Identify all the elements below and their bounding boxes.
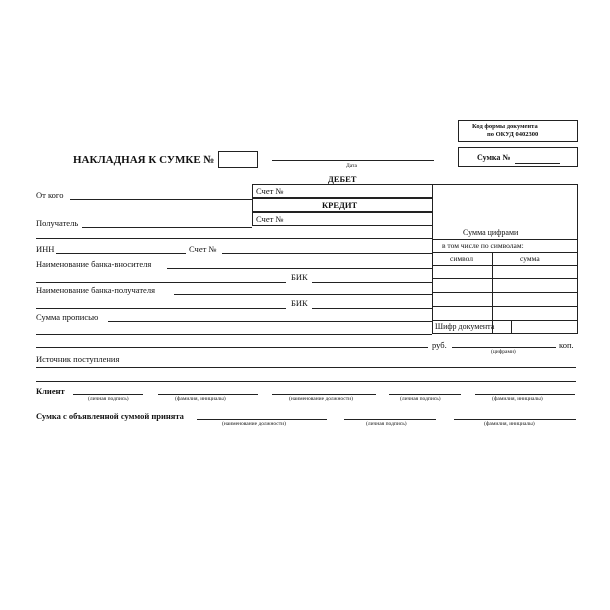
recipient-bank-label: Наименование банка-получателя — [36, 285, 155, 295]
accepted-line-1 — [197, 419, 327, 420]
from-line — [70, 199, 252, 200]
source-line-2 — [36, 381, 576, 382]
bag-number-box — [458, 147, 578, 167]
symbols-table-top — [432, 252, 578, 253]
recipient-account-label: Счет № — [256, 214, 284, 224]
waybill-number-box[interactable] — [218, 151, 258, 168]
recipient-bik-line — [312, 308, 432, 309]
from-label: От кого — [36, 190, 64, 200]
okud-line2: по ОКУД 0402300 — [487, 131, 539, 138]
accepted-caption-2: (личная подпись) — [366, 421, 407, 427]
okud-line1: Код формы документа — [472, 123, 538, 130]
client-sign-line-5 — [475, 394, 575, 395]
client-caption-2: (фамилия, инициалы) — [175, 396, 226, 402]
source-line — [36, 367, 576, 368]
cipher-label: Шифр документа — [435, 322, 495, 331]
including-symbols-label: в том числе по символам: — [442, 241, 524, 250]
bag-number-label: Сумка № — [477, 153, 511, 162]
sum-words-label: Сумма прописью — [36, 312, 99, 322]
payer-bank-line — [167, 268, 432, 269]
debit-header: ДЕБЕТ — [328, 174, 357, 184]
inn-account-line — [222, 253, 432, 254]
client-sign-line-3 — [272, 394, 376, 395]
accepted-label: Сумка с объявленной суммой принята — [36, 411, 184, 421]
symbols-row-1 — [432, 265, 578, 266]
recipient-bank-line-2 — [36, 308, 286, 309]
client-caption-1: (личная подпись) — [88, 396, 129, 402]
cipher-divider — [511, 320, 512, 334]
col-sum-header: сумма — [520, 254, 540, 263]
recipient-bik-label: БИК — [291, 298, 308, 308]
accepted-caption-1: (наименование должности) — [222, 421, 286, 427]
payer-bik-line — [312, 282, 432, 283]
sum-words-line-2 — [36, 334, 432, 335]
client-caption-3: (наименование должности) — [289, 396, 353, 402]
symbols-row-5 — [432, 320, 578, 321]
credit-header: КРЕДИТ — [322, 200, 358, 210]
digits-line — [452, 347, 556, 348]
payer-bank-label: Наименование банка-вносителя — [36, 259, 152, 269]
accepted-caption-3: (фамилия, инициалы) — [484, 421, 535, 427]
rub-label: руб. — [432, 340, 447, 350]
recipient-label: Получатель — [36, 218, 79, 228]
recipient-bank-line — [174, 294, 432, 295]
client-caption-5: (фамилия, инициалы) — [492, 396, 543, 402]
client-label: Клиент — [36, 386, 65, 396]
rub-line — [36, 347, 428, 348]
bag-number-line — [515, 163, 560, 164]
sum-digits-divider — [432, 239, 578, 240]
client-sign-line-1 — [73, 394, 143, 395]
sum-digits-label: Сумма цифрами — [463, 228, 519, 237]
inn-account-label: Счет № — [189, 244, 217, 254]
divider-above-inn — [36, 238, 432, 239]
symbols-row-2 — [432, 278, 578, 279]
inn-line — [56, 253, 186, 254]
sum-words-line — [108, 321, 432, 322]
accepted-line-2 — [344, 419, 436, 420]
client-sign-line-4 — [389, 394, 461, 395]
inn-label: ИНН — [36, 244, 55, 254]
kop-label: коп. — [559, 340, 574, 350]
col-symbol-header: символ — [450, 254, 473, 263]
source-label: Источник поступления — [36, 354, 120, 364]
from-account-label: Счет № — [256, 186, 284, 196]
symbols-row-3 — [432, 292, 578, 293]
recipient-line — [82, 227, 252, 228]
digits-caption: (цифрами) — [491, 349, 516, 355]
symbols-row-4 — [432, 306, 578, 307]
payer-bik-label: БИК — [291, 272, 308, 282]
accepted-line-3 — [454, 419, 576, 420]
page-title: НАКЛАДНАЯ К СУМКЕ № — [73, 154, 215, 166]
payer-bank-line-2 — [36, 282, 286, 283]
date-line — [272, 160, 434, 161]
client-caption-4: (личная подпись) — [400, 396, 441, 402]
date-caption: Дата — [346, 163, 357, 169]
client-sign-line-2 — [158, 394, 258, 395]
